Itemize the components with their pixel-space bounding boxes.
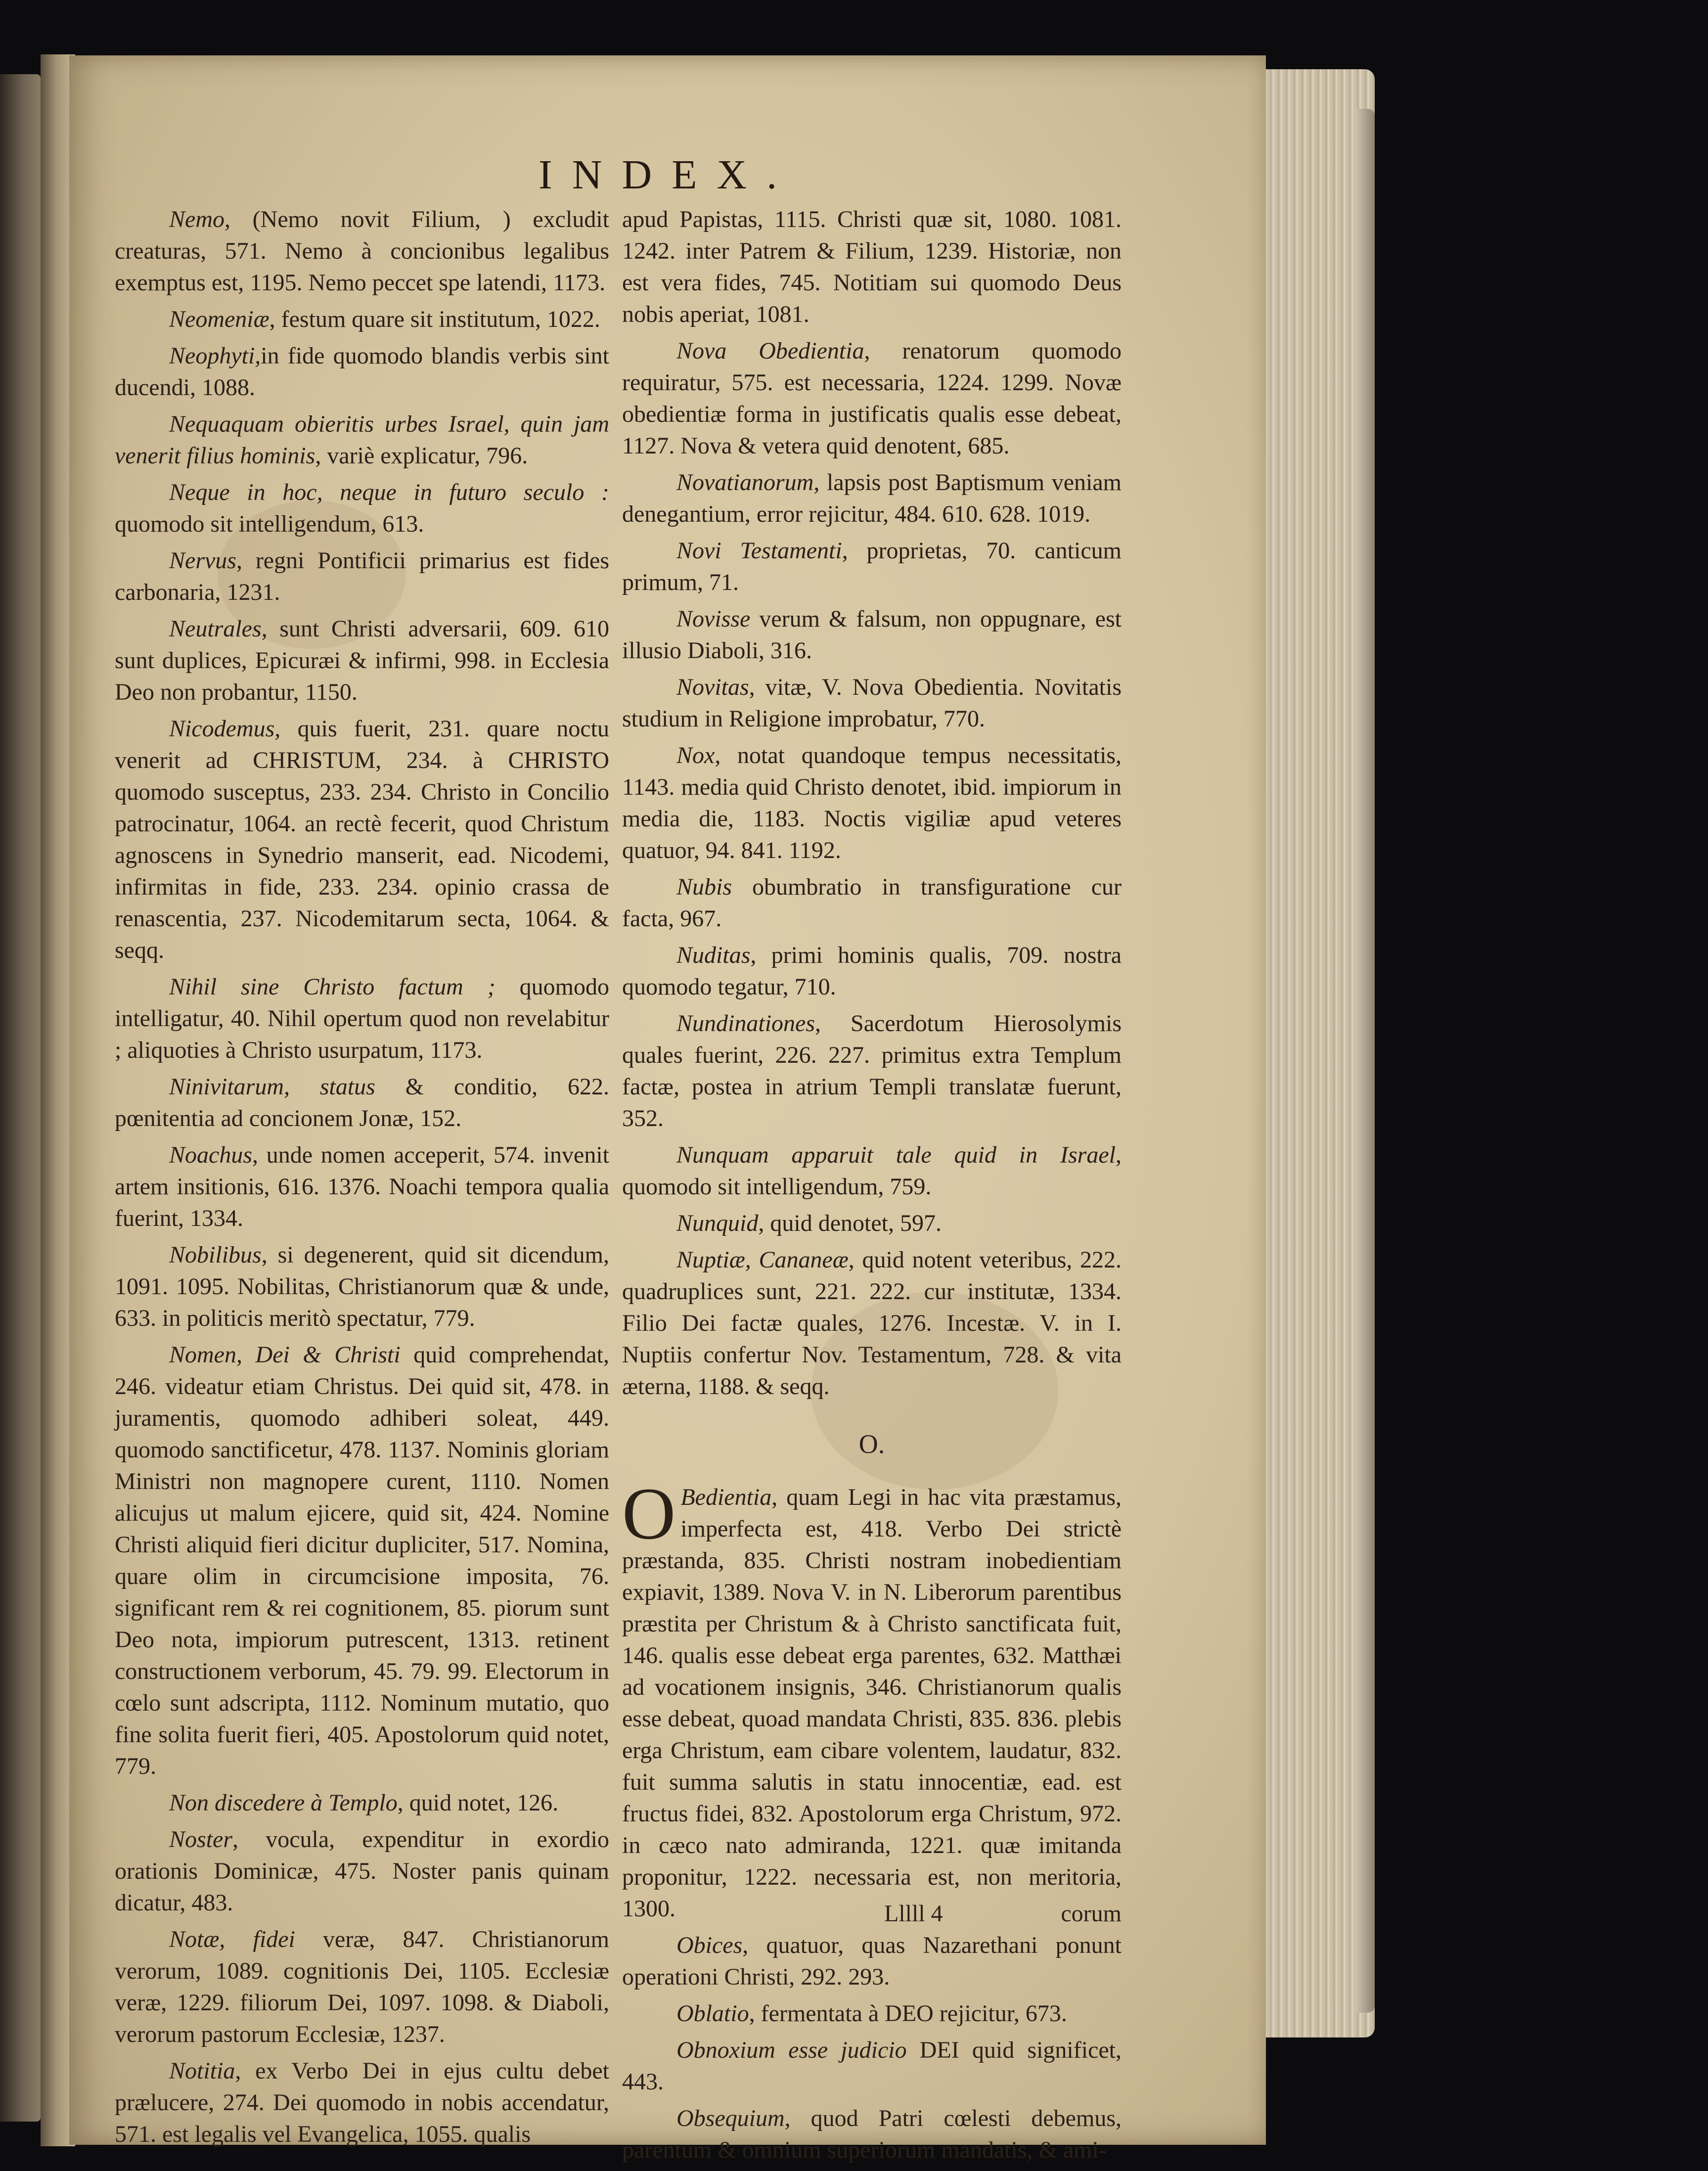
entry-keyword: Notæ, fidei xyxy=(169,1926,295,1952)
index-entry xyxy=(622,1139,1122,1203)
index-entry xyxy=(115,1339,609,1782)
index-entry xyxy=(115,1139,609,1234)
entry-keyword: Nobilibus xyxy=(169,1242,262,1268)
entry-keyword: Ninivitarum, status xyxy=(169,1074,375,1100)
index-entry xyxy=(622,603,1122,667)
entry-text: , primi hominis qualis, 709. nostra quomodo tegatur, 710. xyxy=(622,942,1122,1000)
entry-text: , quid denotet, 597. xyxy=(758,1210,942,1236)
entry-text: , lapsis post Baptismum veniam denegantium, error rejicitur, 484. 610. 628. 1019. xyxy=(622,469,1122,527)
entry-text: sunt Christi adversarii, 609. 610 sunt duplices, Epicuræi & infirmi, 998. in Ecclesia Deo non probantur, 1150. xyxy=(115,616,609,705)
entry-text: , quam Legi in hac vita præstamus, imperfecta est, 418. Verbo Dei strictè præstanda, 835. Christi nostram inobedientiam expiavit, 1389. Nova V. in N. Liberorum parentibus præstita per Christum & à Christo sanctificata fuit, 146. qualis esse debeat erga parentes, 632. Matthæi ad vocationem insignis, 346. Christianorum qualis esse debeat, quoad mandata Christi, 835. 836. plebis erga Christum, eam cibare volentem, laudatur, 832. fuit summa salutis in statu innocentiæ, ead. est fructus fidei, 832. Apostolorum erga Christum, 972. in cæco nato admiranda, 1221. quæ imitanda proponitur, 1222. necessaria est, non meritoria, 1300. xyxy=(622,1484,1122,1922)
entry-keyword: Nova Obedientia xyxy=(676,338,864,364)
entry-text: quis fuerit, 231. quare noctu venerit ad CHRISTUM, 234. à CHRISTO quomodo susceptus, 233. 234. Christo in Concilio patrocinatur, 1064. an rectè fecerit, quod Christum agnoscens in Synedrio manserit, ead. Nicodemi, infirmitas in fide, 233. 234. opinio crassa de renascentia, 237. Nicodemitarum secta, 1064. & seqq. xyxy=(115,716,609,963)
entry-text: apud Papistas, 1115. Christi quæ sit, 1080. 1081. 1242. inter Patrem & Filium, 1239. Historiæ, non est vera fides, 745. Notitiam sui quomodo Deus nobis aperiat, 1081. xyxy=(622,206,1122,327)
index-entry xyxy=(115,477,609,540)
index-entry xyxy=(622,871,1122,935)
index-entry xyxy=(622,1208,1122,1239)
page-edges-shadow xyxy=(1355,109,1375,2013)
entry-text: , proprietas, 70. canticum primum, 71. xyxy=(622,538,1122,595)
index-entry xyxy=(115,204,609,299)
entry-text: , quomodo sit intelligendum, 759. xyxy=(622,1142,1122,1200)
entry-text: , notat quandoque tempus necessitatis, 1143. media quid Christo denotet, ibid. impiorum in media die, 1183. Noctis vigiliæ apud veteres quatuor, 94. 841. 1192. xyxy=(622,742,1122,863)
entry-text: veræ, 847. Christianorum verorum, 1089. cognitionis Dei, 1105. Ecclesiæ veræ, 1229. filiorum Dei, 1097. 1098. & Diaboli, verorum pastorum Ecclesiæ, 1237. xyxy=(115,1926,609,2047)
index-entry xyxy=(115,2055,609,2150)
entry-text: , (Nemo novit Filium, ) excludit creaturas, 571. Nemo à concionibus legalibus exemptus est, 1195. Nemo peccet spe latendi, 1173. xyxy=(115,206,609,296)
entry-text: , festum quare sit institutum, 1022. xyxy=(269,306,600,332)
entry-keyword: Nequaquam obieritis urbes Israel, quin jam venerit filius hominis xyxy=(115,411,609,469)
entry-keyword: Obsequium xyxy=(676,2105,785,2131)
entry-text: , quod Patri cœlesti debemus, parentum & omnium superiorum mandatis, & ami- xyxy=(622,2105,1122,2163)
entry-keyword: Neque in hoc, neque in futuro seculo : xyxy=(169,479,609,505)
running-head: INDEX. xyxy=(538,152,797,198)
index-entry xyxy=(622,535,1122,598)
entry-text: in fide quomodo blandis verbis sint ducendi, 1088. xyxy=(115,343,609,401)
index-entry xyxy=(622,740,1122,866)
entry-keyword: Nunquid xyxy=(676,1210,759,1236)
entry-keyword: Neomeniæ xyxy=(169,306,270,332)
index-entry xyxy=(115,408,609,472)
index-entry xyxy=(622,204,1122,330)
previous-page-edge xyxy=(0,74,41,2122)
entry-text: , quatuor, quas Nazarethani ponunt operationi Christi, 292. 293. xyxy=(622,1932,1122,1990)
entry-keyword: Nox xyxy=(676,742,715,769)
entry-text: , Sacerdotum Hierosolymis quales fuerint, 226. 227. primitus extra Templum factæ, postea in atrium Templi translatæ fuerunt, 352. xyxy=(622,1010,1122,1131)
index-entry xyxy=(115,971,609,1066)
entry-keyword: Novitas xyxy=(676,674,749,700)
entry-keyword: Noachus xyxy=(169,1142,252,1168)
catchword: corum xyxy=(1061,1900,1122,1927)
entry-keyword: Nuditas xyxy=(676,942,751,968)
entry-keyword: Nundinationes xyxy=(676,1010,815,1037)
entry-keyword: Neutrales, xyxy=(169,616,268,642)
entry-keyword: Neophyti, xyxy=(169,343,261,369)
right-column xyxy=(622,204,1122,2171)
entry-text: , variè explicatur, 796. xyxy=(315,443,528,469)
index-entry xyxy=(622,2103,1122,2166)
entry-text: quomodo sit intelligendum, 613. xyxy=(115,511,424,537)
index-entry xyxy=(115,613,609,708)
entry-keyword: Obices xyxy=(676,1932,743,1958)
index-entry xyxy=(115,1924,609,2050)
entry-text: & conditio, 622. pœnitentia ad concionem Jonæ, 152. xyxy=(115,1074,609,1131)
index-entry xyxy=(622,1244,1122,1402)
entry-keyword: Nuptiæ, Cananeæ xyxy=(676,1247,849,1273)
entry-text: quomodo intelligatur, 40. Nihil opertum quod non revelabitur ; aliquoties à Christo usurpatum, 1173. xyxy=(115,974,609,1063)
index-entry xyxy=(115,1239,609,1334)
entry-text: DEI quid significet, 443. xyxy=(622,2037,1122,2095)
index-entry xyxy=(622,1008,1122,1134)
index-entry xyxy=(115,1071,609,1134)
entry-keyword: Novisse xyxy=(676,606,751,632)
entry-text: , quid notent veteribus, 222. quadruplices sunt, 221. 222. cur institutæ, 1334. Filio Dei factæ quales, 1276. Incestæ. V. in I. Nuptiis confertur Nov. Testamentum, 728. & vita æterna, 1188. & seqq. xyxy=(622,1247,1122,1400)
entry-text: , si degenerent, quid sit dicendum, 1091. 1095. Nobilitas, Christianorum quæ & unde, 633. in politicis meritò spectatur, 779. xyxy=(115,1242,609,1331)
index-entry xyxy=(622,672,1122,735)
index-page xyxy=(69,55,1266,2163)
index-entry xyxy=(115,304,609,335)
entry-text: , vitæ, V. Nova Obedientia. Novitatis studium in Religione improbatur, 770. xyxy=(622,674,1122,732)
entry-keyword: Nunquam apparuit tale quid in Israel xyxy=(676,1142,1116,1168)
entry-keyword: Novi Testamenti xyxy=(676,538,842,564)
section-letter-o: O. xyxy=(858,1429,885,1459)
index-entry xyxy=(115,713,609,966)
entry-text: , quid notet, 126. xyxy=(397,1790,559,1816)
entry-text: , vocula, expenditur in exordio orationis Dominicæ, 475. Noster panis quinam dicatur, 483. xyxy=(115,1826,609,1916)
entry-text: verum & falsum, non oppugnare, est illusio Diaboli, 316. xyxy=(622,606,1122,664)
entry-keyword: Nicodemus, xyxy=(169,716,281,742)
entry-keyword: Notitia xyxy=(169,2058,235,2084)
index-entry xyxy=(622,1930,1122,1993)
entry-keyword: Non discedere à Templo xyxy=(169,1790,398,1816)
entry-keyword: Nomen, Dei & Christi xyxy=(169,1342,401,1368)
index-entry-obedientia xyxy=(622,1473,1122,1925)
entry-keyword: Noster xyxy=(169,1826,233,1853)
entry-text: obumbratio in transfiguratione cur facta, 967. xyxy=(622,874,1122,932)
index-entry xyxy=(622,1998,1122,2030)
entry-keyword: Bedientia xyxy=(680,1484,772,1510)
signature-mark: Lllll 4 xyxy=(884,1900,943,1927)
entry-keyword: Nubis xyxy=(676,874,732,900)
index-entry xyxy=(115,1787,609,1819)
entry-text: , ex Verbo Dei in ejus cultu debet prælucere, 274. Dei quomodo in nobis accendatur, 571. est legalis vel Evangelica, 1055. qualis xyxy=(115,2058,609,2147)
entry-keyword: Nervus xyxy=(169,547,236,574)
index-entry xyxy=(115,545,609,608)
entry-text: , fermentata à DEO rejicitur, 673. xyxy=(749,2000,1067,2027)
entry-text: , unde nomen acceperit, 574. invenit artem insitionis, 616. 1376. Noachi tempora qualia fuerint, 1334. xyxy=(115,1142,609,1231)
index-entry xyxy=(622,940,1122,1003)
index-entry xyxy=(622,467,1122,530)
entry-keyword: Oblatio xyxy=(676,2000,749,2027)
right-column-n-entries xyxy=(622,204,1122,1402)
entry-keyword: Novatianorum xyxy=(676,469,814,496)
entry-keyword: Nihil sine Christo factum ; xyxy=(169,974,495,1000)
entry-text: , regni Pontificii primarius est fides carbonaria, 1231. xyxy=(115,547,609,605)
entry-text: quid comprehendat, 246. videatur etiam Christus. Dei quid sit, 478. in juramentis, quomodo adhiberi soleat, 449. quomodo sanctificetur, 478. 1137. Nominis gloriam Ministri non magnopere curent, 1110. Nomen alicujus ut malum ejicere, quid sit, 424. Nomine Christi aliquid fieri dicitur dupliciter, 517. Nomina, quare olim in circumcisione imposita, 76. significant rem & rei cognitionem, 85. piorum sunt Deo nota, impiorum putrescent, 1313. retinent constructionem verborum, 45. 79. 99. Electorum in cœlo sunt adscripta, 1112. Nominum mutatio, quo fine solita fuerit fieri, 405. Apostolorum quid notet, 779. xyxy=(115,1342,609,1779)
left-column xyxy=(115,204,609,2155)
index-entry xyxy=(622,2035,1122,2098)
index-entry xyxy=(622,335,1122,462)
index-entry xyxy=(115,1824,609,1919)
right-column-o-entries xyxy=(622,1930,1122,2166)
entry-text: , renatorum quomodo requiratur, 575. est necessaria, 1224. 1299. Novæ obedientiæ forma in justificatis qualis esse debeat, 1127. Nova & vetera quid denotent, 685. xyxy=(622,338,1122,459)
entry-keyword: Nemo xyxy=(169,206,225,232)
entry-keyword: Obnoxium esse judicio xyxy=(676,2037,907,2063)
index-entry xyxy=(115,340,609,404)
drop-cap: O xyxy=(622,1473,676,1555)
